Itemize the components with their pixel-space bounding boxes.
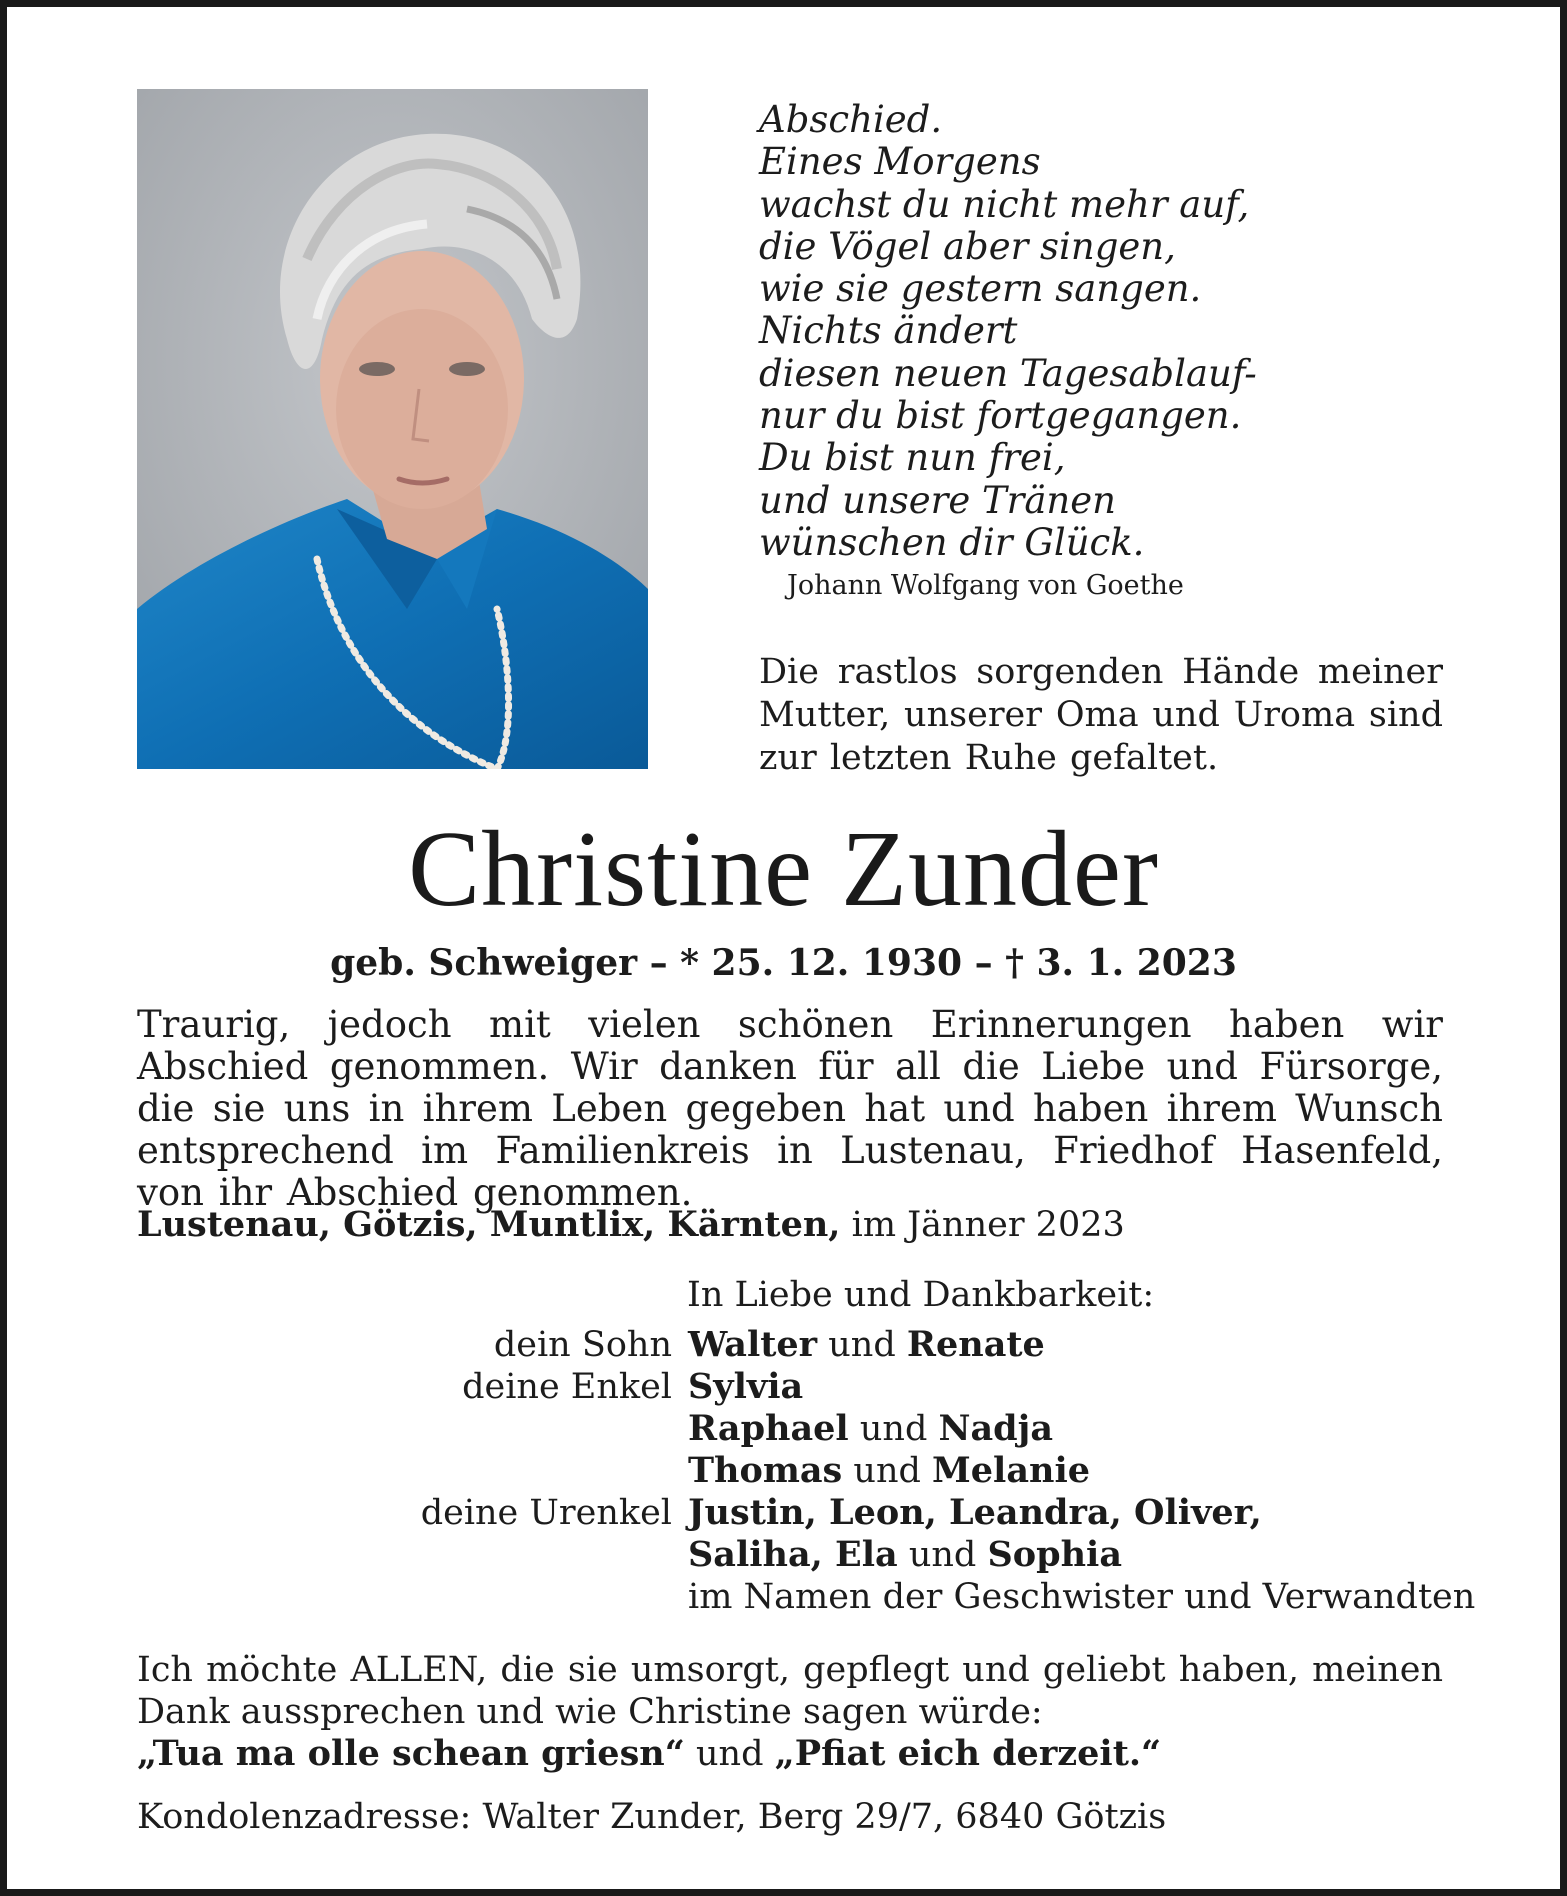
family-names	[688, 1492, 1262, 1534]
family-label: deine Urenkel	[420, 1493, 672, 1533]
conjunction: und	[696, 1734, 764, 1774]
family-member: Sophia	[987, 1534, 1122, 1575]
family-row-grandkids-3	[7, 1450, 1567, 1492]
family-row-grandkids-2	[7, 1408, 1567, 1450]
thanks-line: Ich möchte ALLEN, die sie umsorgt, gepflegt und geliebt haben, meinen	[137, 1650, 1443, 1690]
place-date-text: im Jänner 2023	[851, 1205, 1125, 1245]
conjunction: und	[859, 1409, 928, 1449]
family-names	[688, 1324, 1045, 1366]
poem-line: die Vögel aber singen,	[759, 224, 1176, 268]
quote-part: „Tua ma olle schean griesn“	[137, 1733, 685, 1774]
thanks-line: Dank aussprechen und wie Christine sagen würde:	[137, 1692, 1043, 1732]
place-towns: Lustenau, Götzis, Muntlix, Kärnten,	[137, 1204, 841, 1245]
thanks-text	[137, 1649, 1443, 1775]
family-member: Renate	[906, 1324, 1045, 1365]
poem-line: diesen neuen Tagesablauf-	[759, 351, 1257, 395]
family-row-relatives	[7, 1576, 1567, 1618]
birth-death-dates: geb. Schweiger – * 25. 12. 1930 – † 3. 1. 2023	[330, 942, 1237, 984]
poem-line: Abschied.	[759, 98, 943, 141]
farewell-text: Traurig, jedoch mit vielen schönen Erinnerungen haben wir Abschied genommen. Wir danken für all die Liebe und Fürsorge, die sie uns in ihrem Leben gegeben hat und haben ihrem Wunsch entsprechend im Familienkreis in Lustenau, Friedhof Hasenfeld, von ihr Abschied genommen.	[137, 1003, 1443, 1214]
family-names	[688, 1366, 803, 1408]
family-member: Melanie	[932, 1450, 1091, 1491]
condolence-address: Kondolenzadresse: Walter Zunder, Berg 29/7, 6840 Götzis	[137, 1797, 1167, 1837]
family-row-grandkids-1	[7, 1366, 1567, 1408]
quote-part: „Pfiat eich derzeit.“	[774, 1733, 1162, 1774]
family-label: dein Sohn	[493, 1325, 672, 1365]
portrait-image	[137, 89, 648, 769]
poem-author: Johann Wolfgang von Goethe	[787, 570, 1184, 601]
family-member: Sylvia	[688, 1366, 804, 1407]
family-row-greatgrandkids-2	[7, 1534, 1567, 1576]
family-names	[688, 1534, 1122, 1576]
poem-line: wie sie gestern sangen.	[759, 267, 1202, 311]
deceased-name: Christine Zunder	[408, 810, 1159, 929]
family-row-greatgrandkids-1	[7, 1492, 1567, 1534]
family-member: Thomas	[688, 1450, 843, 1491]
place-date	[137, 1203, 1125, 1247]
poem-line: nur du bist fortgegangen.	[759, 394, 1242, 438]
poem-line: Du bist nun frei,	[759, 436, 1066, 480]
family-names	[688, 1408, 1053, 1450]
poem-line: wünschen dir Glück.	[759, 520, 1145, 564]
family-member: Raphael	[688, 1408, 849, 1449]
family-member: Walter	[688, 1324, 818, 1365]
family-member: Saliha, Ela	[688, 1534, 898, 1575]
conjunction: und	[853, 1451, 921, 1491]
poem-line: Eines Morgens	[759, 140, 1041, 184]
family-label: deine Enkel	[462, 1367, 672, 1407]
family-row-son	[7, 1324, 1567, 1366]
family-names	[688, 1450, 1090, 1492]
family-member: Nadja	[938, 1408, 1054, 1449]
relatives-text: im Namen der Geschwister und Verwandten	[688, 1577, 1476, 1617]
poem-line: und unsere Tränen	[759, 478, 1116, 522]
poem-line: Nichts ändert	[759, 309, 1018, 353]
thanks-quote	[137, 1733, 1443, 1775]
poem-line: wachst du nicht mehr auf,	[759, 182, 1250, 226]
intro-text: Die rastlos sorgenden Hände meiner Mutter, unserer Oma und Uroma sind zur letzten Ruhe gefaltet.	[759, 652, 1443, 778]
portrait-photo	[137, 89, 648, 769]
conjunction: und	[908, 1535, 977, 1575]
conjunction: und	[828, 1325, 896, 1365]
family-member: Justin, Leon, Leandra, Oliver,	[688, 1492, 1262, 1533]
signoff: In Liebe und Dankbarkeit:	[687, 1275, 1155, 1315]
poem	[759, 99, 1459, 564]
